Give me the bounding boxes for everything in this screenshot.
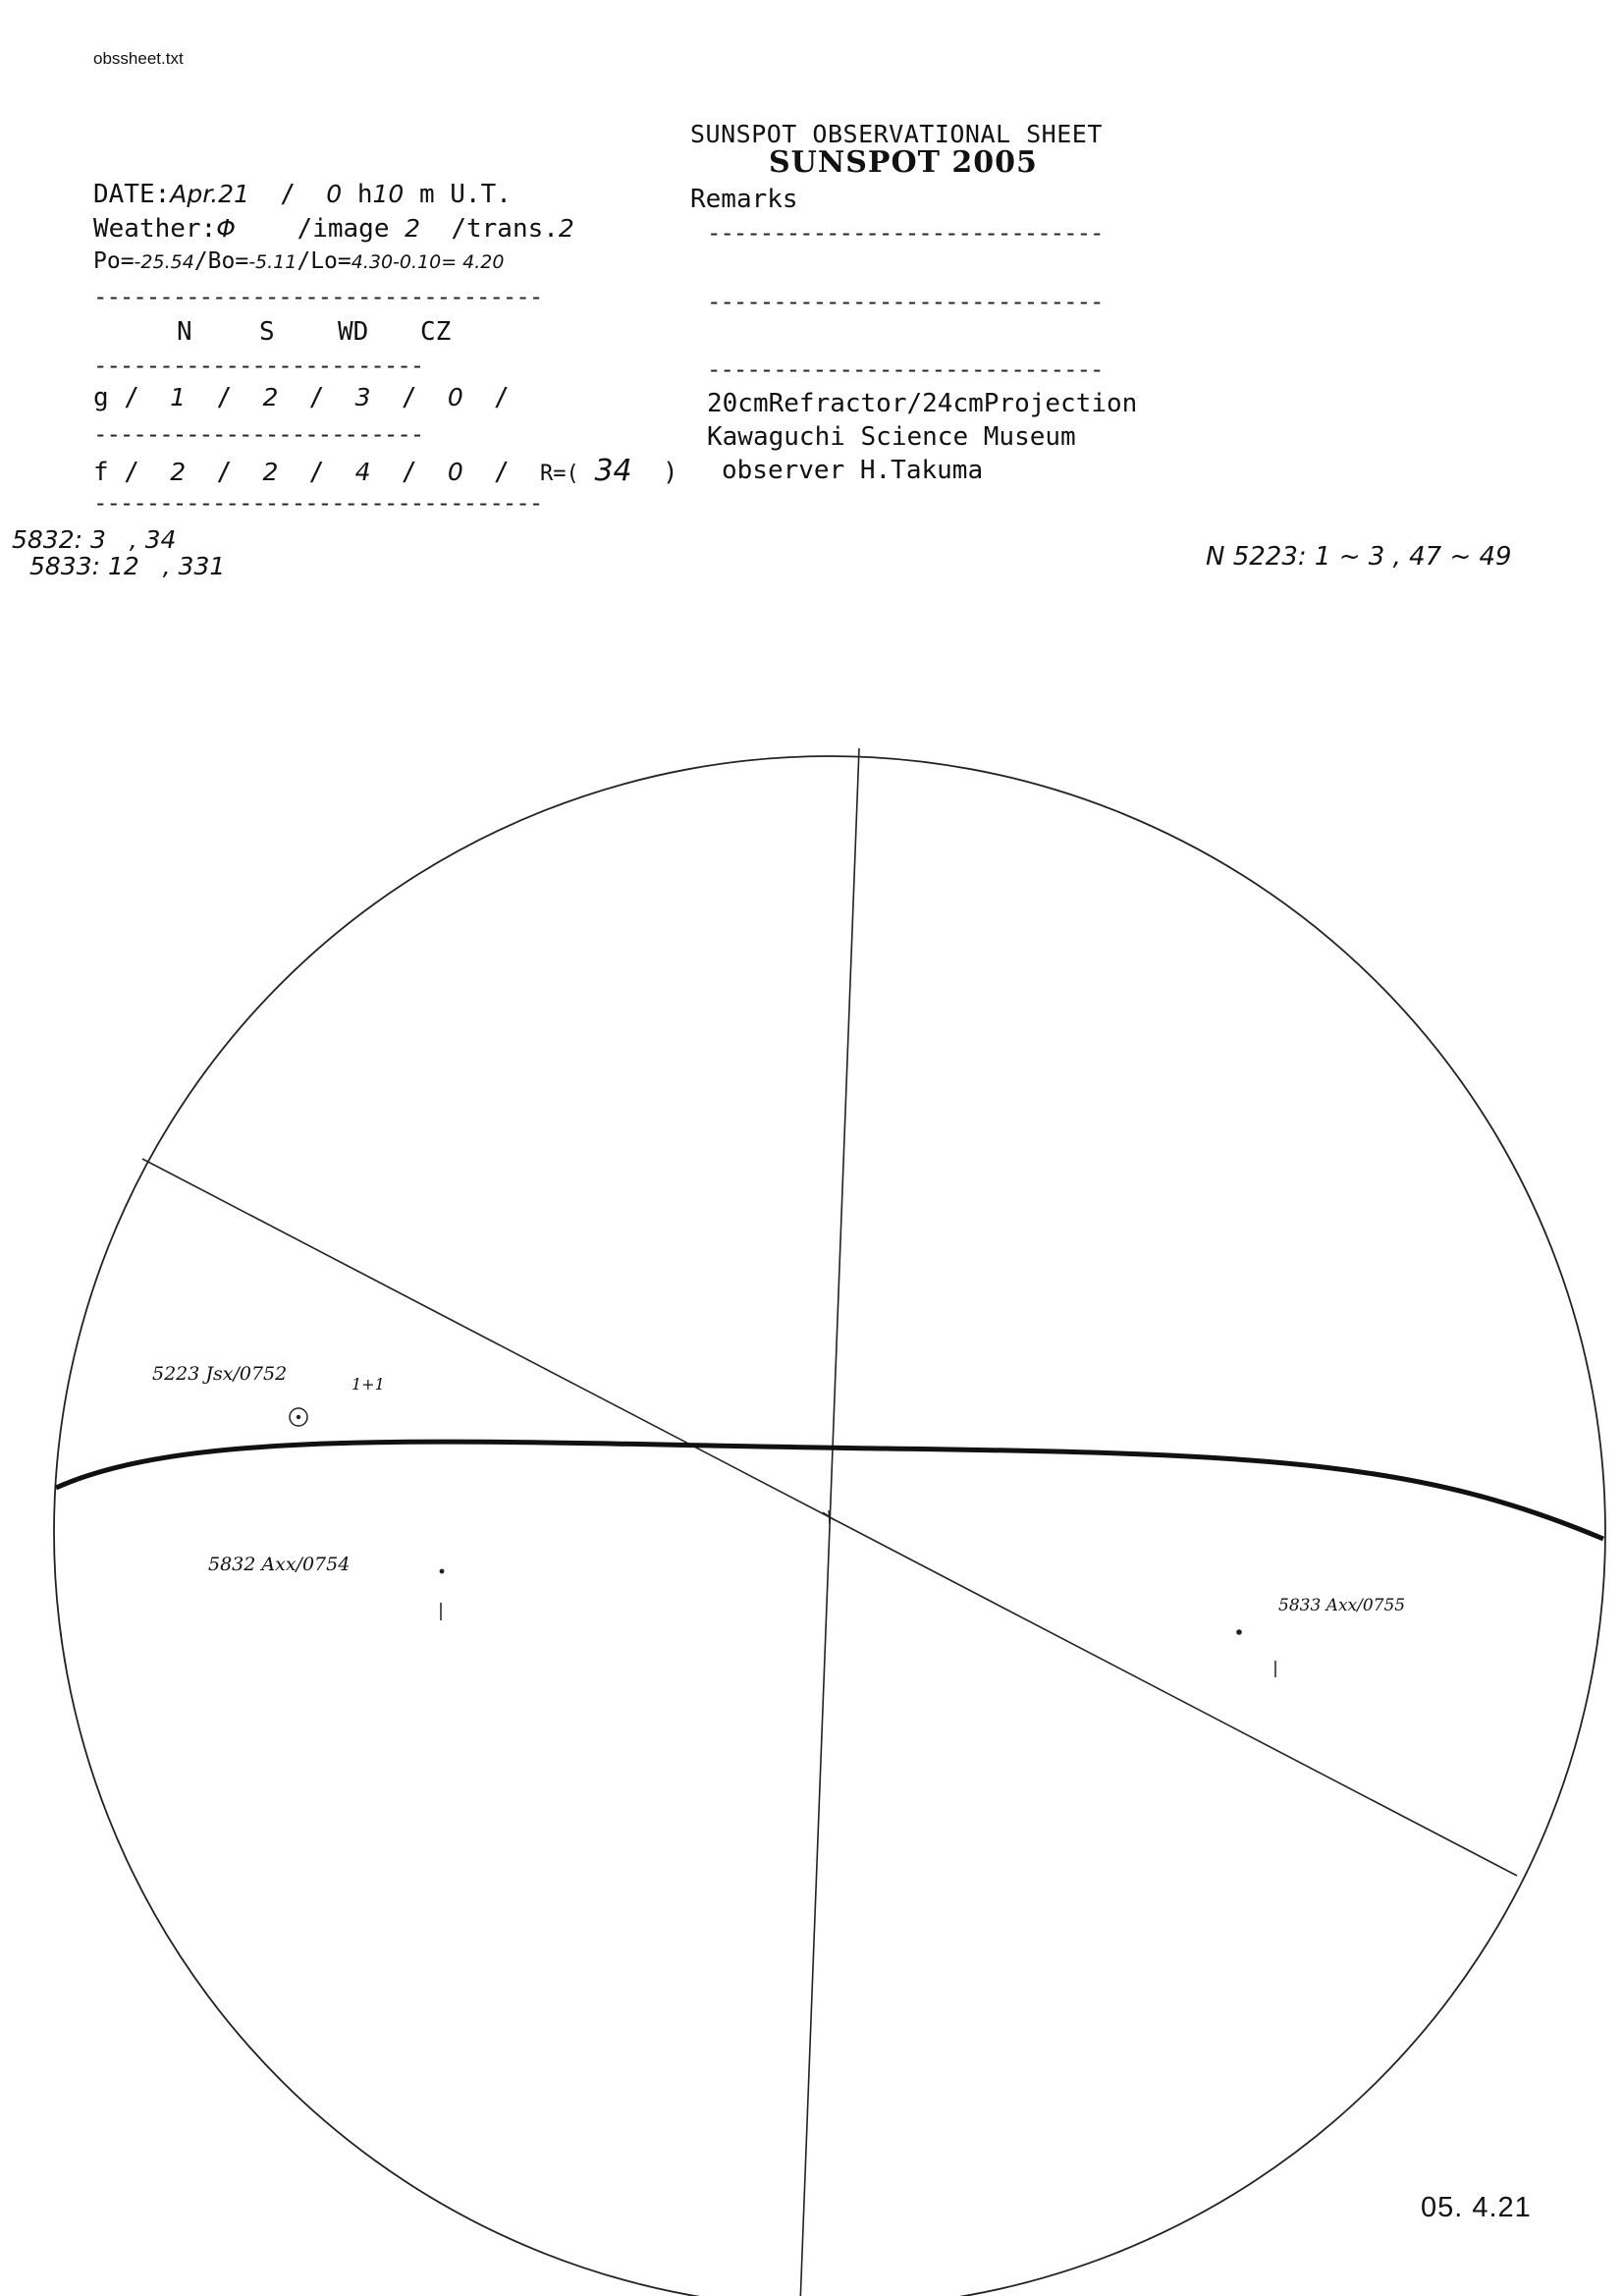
time-m-label: m U.T. [418,180,512,209]
r-value: 34 [594,454,632,488]
instrument-text: 20cmRefractor/24cmProjection [707,389,1138,418]
image-label: /image [297,214,390,244]
r-label: R=( [540,462,579,486]
header-n: N [177,317,192,347]
weather-value: Φ [216,214,236,243]
time-min: 10 [372,180,405,208]
g-value-wd: 3 [354,383,371,411]
date-line: DATE:Apr.21 / 0 h10 m U.T. [93,180,512,209]
spot-label-5223: 5223 Jsx/0752 [152,1363,288,1385]
g-value-n: 1 [170,383,187,411]
g-label: g [93,383,109,412]
observer-text: observer H.Takuma [722,456,984,485]
file-name: obssheet.txt [93,49,184,68]
time-h-label: h [356,180,373,209]
bo-label: /Bo= [193,248,249,274]
north-note: N 5223: 1 ~ 3 , 47 ~ 49 [1206,542,1512,572]
spot-label-5832: 5832 Axx/0754 [208,1554,351,1575]
f-value-wd: 4 [354,458,371,486]
sheet-title: SUNSPOT OBSERVATIONAL SHEET [690,120,1103,148]
remarks-line-3: ------------------------------ [707,355,1104,383]
f-label: f [93,458,109,487]
divider: ---------------------------------- [93,283,543,310]
po-value: -25.54 [134,251,194,273]
date-label: DATE: [93,180,171,209]
po-label: Po= [93,248,135,274]
stamp-date: 05. 4.21 [1421,2192,1532,2223]
divider: ------------------------- [93,352,424,379]
g-value-s: 2 [262,383,279,411]
remarks-line-1: ------------------------------ [707,219,1104,246]
spot-5832-marker [440,1569,445,1574]
f-value-s: 2 [262,458,279,486]
divider: ------------------------- [93,420,424,448]
header-s: S [259,317,275,347]
divider: ---------------------------------- [93,489,543,517]
group-note-5833: 5833: 12 , 331 [29,552,226,580]
image-value: 2 [405,214,421,243]
sheet-subtitle: SUNSPOT 2005 [769,145,1038,180]
remarks-label: Remarks [690,185,798,214]
lo-value: 4.30-0.10= 4.20 [351,251,505,273]
header-cz: CZ [420,317,452,347]
lo-label: /Lo= [297,248,352,274]
trans-label: /trans. [451,214,559,244]
r-close: ) [662,458,678,487]
weather-label: Weather: [93,214,217,244]
date-value: Apr.21 [170,180,249,208]
remarks-line-2: ------------------------------ [707,288,1104,315]
f-value-cz: 0 [447,458,463,486]
f-row: f / 2 / 2 / 4 / 0 / R=( 34 ) [93,454,678,488]
header-wd: WD [338,317,369,347]
spot-5223-marker-core [297,1415,300,1419]
bo-value: -5.11 [248,251,298,273]
group-note-5832: 5832: 3 , 34 [12,525,177,554]
spot-count-5223: 1+1 [352,1375,385,1394]
g-value-cz: 0 [447,383,463,411]
spot-label-5833: 5833 Axx/0755 [1278,1596,1406,1615]
disk-center-mark [823,1510,835,1524]
g-row: g / 1 / 2 / 3 / 0 / [93,383,510,412]
trans-value: 2 [558,214,574,243]
time-hour: 0 [326,180,343,208]
f-value-n: 2 [170,458,187,486]
institution-text: Kawaguchi Science Museum [707,422,1076,452]
spot-5833-marker [1236,1629,1242,1635]
